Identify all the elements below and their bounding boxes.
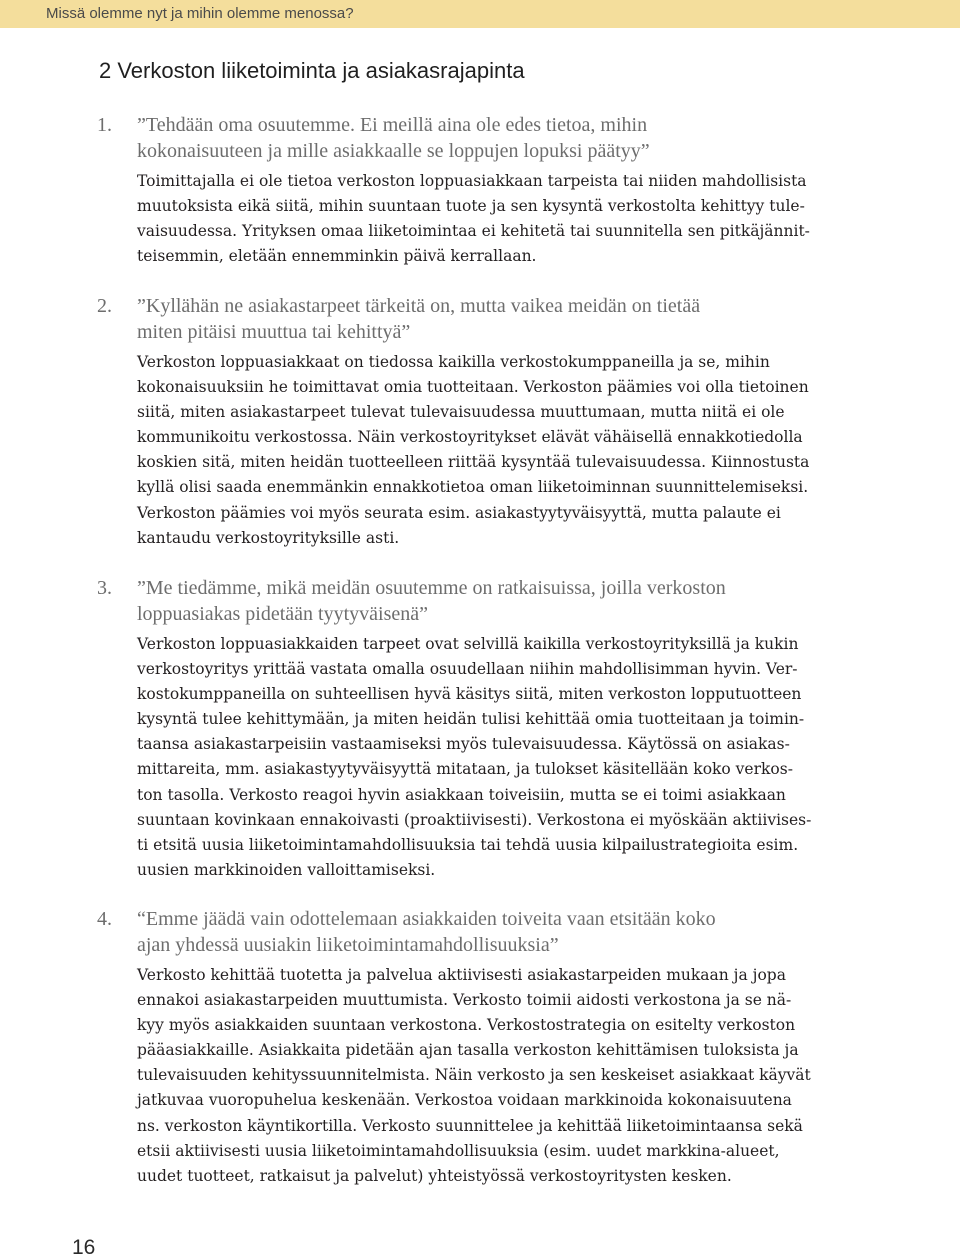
point-number: 2. [97,295,112,317]
point-body [137,632,832,883]
page-number: 16 [72,1236,96,1259]
body-line: kysyntä tulee kehittymään, ja miten heidän tulisi kehittää omia tuotteitaan ja toimin- [137,710,805,729]
heading-line: kokonaisuuteen ja mille asiakkaalle se loppujen lopuksi päätyy” [137,139,650,162]
body-line: Verkoston loppuasiakkaat on tiedossa kaikilla verkostokumppaneilla ja se, mihin [137,353,770,371]
heading-line: “Emme jäädä vain odottelemaan asiakkaiden toiveita vaan etsitään koko [137,908,716,930]
body-line: muutoksista eikä siitä, mihin suuntaan tuote ja sen kysyntä verkostolta kehittyy tule- [137,197,805,216]
body-line: kokonaisuuksiin he toimittavat omia tuotteitaan. Verkoston päämies voi olla tietoinen [137,378,809,397]
body-line: Toimittajalla ei ole tietoa verkoston loppuasiakkaan tarpeista tai niiden mahdollisista [137,172,807,190]
running-header: Missä olemme nyt ja mihin olemme menossa? [0,0,960,28]
point-number: 4. [97,908,112,930]
list-item [97,113,832,269]
body-line: uusien markkinoiden valloittamiseksi. [137,860,436,879]
body-line: kantaudu verkostoyrityksille asti. [137,528,400,547]
body-line: Verkoston päämies voi myös seurata esim. asiakastyytyväisyyttä, mutta palaute ei [137,503,781,522]
point-heading [137,294,832,345]
point-number: 3. [97,577,112,599]
body-line: vaisuudessa. Yrityksen omaa liiketoimintaa ei kehitetä tai suunnitella sen pitkäjännit- [137,222,810,241]
body-line: Verkoston loppuasiakkaiden tarpeet ovat selvillä kaikilla verkostoyrityksillä ja kukin [137,635,799,653]
body-line: kommunikoitu verkostossa. Näin verkostoyritykset elävät vähäisellä ennakkotiedolla [137,428,803,447]
body-line: siitä, miten asiakastarpeet tulevat tulevaisuudessa muuttumaan, mutta niitä ei ole [137,403,785,422]
heading-line: miten pitäisi muuttua tai kehittyä” [137,320,411,343]
heading-line: ”Tehdään oma osuutemme. Ei meillä aina ole edes tietoa, mihin [137,114,648,136]
body-line: teisemmin, eletään ennemminkin päivä kerrallaan. [137,247,537,266]
body-line: kyy myös asiakkaiden suuntaan verkostona. Verkostostrategia on esitelty verkoston [137,1016,796,1035]
body-line: ti etsitä uusia liiketoimintamahdollisuuksia tai tehdä uusia kilpailustrategioita esim. [137,835,799,854]
point-number: 1. [97,114,112,136]
body-line: verkostoyritys yrittää vastata omalla osuudellaan niihin mahdollisimman hyvin. Ver- [137,660,798,679]
heading-line: ”Me tiedämme, mikä meidän osuutemme on ratkaisuissa, joilla verkoston [137,577,726,599]
section-title: 2 Verkoston liiketoiminta ja asiakasrajapinta [99,58,525,83]
body-line: uudet tuotteet, ratkaisut ja palvelut) yhteistyössä verkostoyritysten kesken. [137,1166,732,1185]
list-item [97,907,832,1189]
point-body [137,350,832,551]
body-line: koskien sitä, miten heidän tuotteelleen riittää kysyntää tulevaisuudessa. Kiinnostusta [137,453,810,472]
body-line: kostokumppaneilla on suhteellisen hyvä käsitys siitä, miten verkoston lopputuotteen [137,685,802,704]
body-line: kyllä olisi saada enemmänkin ennakkotietoa oman liiketoiminnan suunnittelemiseksi. [137,478,809,497]
body-line: taansa asiakastarpeisiin vastaamiseksi myös tulevaisuudessa. Käytössä on asiakas- [137,735,790,754]
heading-line: ”Kyllähän ne asiakastarpeet tärkeitä on, mutta vaikea meidän on tietää [137,295,701,317]
body-line: mittareita, mm. asiakastyytyväisyyttä mitataan, ja tulokset käsitellään koko verkos- [137,760,793,779]
heading-line: loppuasiakas pidetään tyytyväisenä” [137,602,429,625]
point-heading [137,576,832,627]
body-line: ennakoi asiakastarpeiden muuttumista. Verkosto toimii aidosti verkostona ja se nä- [137,991,792,1010]
body-line: jatkuvaa vuoropuhelua keskenään. Verkostoa voidaan markkinoida kokonaisuutena [137,1091,792,1110]
point-heading [137,113,832,164]
body-line: etsii aktiivisesti uusia liiketoimintamahdollisuuksia (esim. uudet markkina-alueet, [137,1141,780,1160]
body-line: Verkosto kehittää tuotetta ja palvelua aktiivisesti asiakastarpeiden mukaan ja jopa [137,966,786,984]
heading-line: ajan yhdessä uusiakin liiketoimintamahdollisuuksia” [137,933,559,956]
point-heading [137,907,832,958]
body-line: pääasiakkaille. Asiakkaita pidetään ajan tasalla verkoston kehittämisen tuloksista ja [137,1041,799,1060]
point-body [137,963,832,1189]
body-line: ton tasolla. Verkosto reagoi hyvin asiakkaan toiveisiin, mutta se ei toimi asiakkaan [137,785,786,804]
body-line: tulevaisuuden kehityssuunnitelmista. Näin verkosto ja sen keskeiset asiakkaat käyvät [137,1066,811,1085]
body-line: ns. verkoston käyntikortilla. Verkosto suunnittelee ja kehittää liiketoimintaansa sekä [137,1116,803,1135]
point-body [137,169,832,269]
list-item [97,294,832,551]
body-line: suuntaan kovinkaan ennakoivasti (proaktiivisesti). Verkostona ei myöskään aktiivises- [137,810,812,829]
list-item [97,576,832,883]
